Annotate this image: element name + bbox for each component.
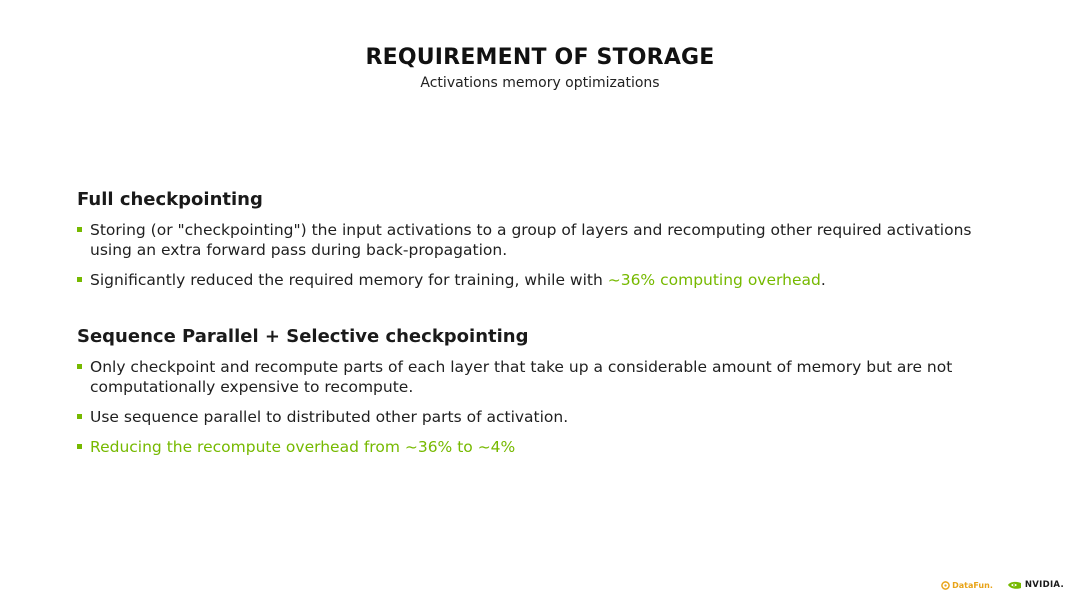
slide-subtitle: Activations memory optimizations	[420, 75, 660, 91]
section-full-checkpointing	[77, 188, 1007, 300]
green-square-bullet-icon	[77, 364, 82, 369]
bullet-item	[77, 220, 1007, 260]
green-square-bullet-icon	[77, 444, 82, 449]
nvidia-wordmark: NVIDIA.	[1024, 580, 1064, 590]
bullet-item	[77, 270, 1007, 290]
bullet-text: Significantly reduced the required memory for training, while with	[90, 271, 608, 289]
bullet-item	[77, 357, 1007, 397]
section-sequence-parallel	[77, 325, 1007, 467]
bullet-list	[77, 220, 1007, 290]
nvidia-logo	[1007, 580, 1064, 590]
datafun-logo	[941, 581, 993, 590]
green-square-bullet-icon	[77, 414, 82, 419]
datafun-wordmark: DataFun.	[952, 580, 993, 590]
green-square-bullet-icon	[77, 277, 82, 282]
bullet-text: Reducing the recompute overhead from ~36% to ~4%	[90, 438, 516, 456]
section-heading: Sequence Parallel + Selective checkpointing	[77, 326, 529, 347]
datafun-mark-icon	[941, 581, 950, 590]
slide-header	[0, 44, 1080, 92]
bullet-text: Storing (or "checkpointing") the input activations to a group of layers and recomputing other required activations using an extra forward pass during back-propagation.	[90, 221, 972, 259]
bullet-item-highlighted	[77, 437, 1007, 457]
bullet-list	[77, 357, 1007, 457]
section-heading: Full checkpointing	[77, 189, 263, 210]
highlighted-text: ~36% computing overhead	[607, 271, 821, 289]
nvidia-eye-icon	[1007, 580, 1022, 590]
bullet-text: Only checkpoint and recompute parts of each layer that take up a considerable amount of memory but are not computationally expensive to recompute.	[90, 358, 953, 396]
green-square-bullet-icon	[77, 227, 82, 232]
bullet-text-end: .	[820, 271, 826, 289]
footer-logos	[941, 580, 1064, 590]
bullet-item	[77, 407, 1007, 427]
bullet-text: Use sequence parallel to distributed other parts of activation.	[90, 408, 569, 426]
slide-title: REQUIREMENT OF STORAGE	[365, 45, 715, 70]
